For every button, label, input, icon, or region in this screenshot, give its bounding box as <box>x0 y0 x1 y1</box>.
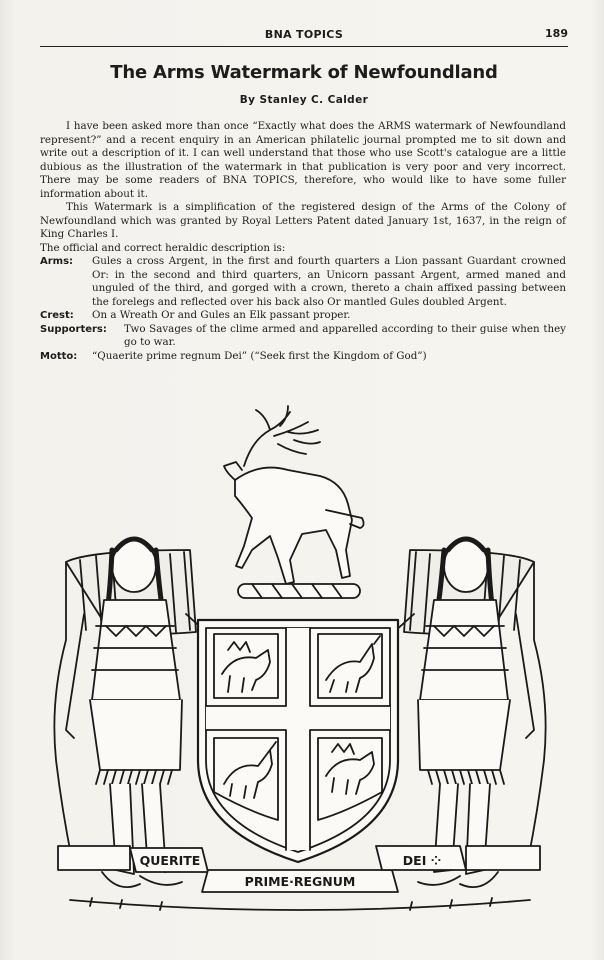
article-title: The Arms Watermark of Newfoundland <box>110 62 498 83</box>
elk-crest <box>224 406 364 584</box>
arms-illustration <box>30 400 570 930</box>
page-number: 189 <box>545 27 568 40</box>
crest-text: On a Wreath Or and Gules an Elk passant proper. <box>92 309 351 321</box>
paragraph-heraldic-intro: The official and correct heraldic description is: <box>40 241 286 254</box>
wreath <box>238 584 360 598</box>
crest-entry <box>40 309 566 323</box>
paragraph-intro: I have been asked more than once “Exactly what does the ARMS watermark of Newfoundland represent?” and a recent enquiry in an American philatelic journal prompted me to sit down and write out a description of it. I can well understand that those who use Scott's catalogue are a little dubious as the illustration of the watermark in that publication is very poor and very incorrect. There may be some readers of BNA TOPICS, therefore, who would like to have some fuller information about it. <box>40 120 566 200</box>
crest-label: Crest: <box>40 310 74 321</box>
motto-text: “Quaerite prime regnum Dei” (“Seek first the Kingdom of God”) <box>92 349 427 362</box>
paragraph-description: This Watermark is a simplification of the registered design of the Arms of the Colony of Newfoundland which was granted by Royal Letters Patent dated January 1st, 1637, in the reign of King Charles I. <box>40 201 566 240</box>
motto-entry <box>40 350 566 364</box>
supporters-text: Two Savages of the clime armed and apparelled according to their guise when they go to war. <box>124 322 566 348</box>
arms-text: Gules a cross Argent, in the first and fourth quarters a Lion passant Guardant crowned Or: in the second and third quarters, an Unicorn passant Argent, armed maned and unguled of the third, and gorged with a crown, thereto a chain affixed passing between the forelegs and reflected over his back also Or mantled Gules doubled Argent. <box>92 255 566 308</box>
motto-word-right: DEI ⁘ <box>402 853 442 868</box>
article-byline: By Stanley C. Calder <box>239 94 369 106</box>
supporters-label: Supporters: <box>40 323 107 335</box>
motto-word-center: PRIME·REGNUM <box>244 874 356 889</box>
arms-label: Arms: <box>40 256 74 267</box>
motto-label: Motto: <box>40 350 78 362</box>
article-body <box>40 120 566 363</box>
motto-word-left: QUERITE <box>139 853 201 868</box>
shield <box>198 620 398 862</box>
arms-entry <box>40 255 566 309</box>
supporters-entry <box>40 323 566 350</box>
running-title: BNA TOPICS <box>264 28 344 41</box>
page-header <box>40 26 568 47</box>
